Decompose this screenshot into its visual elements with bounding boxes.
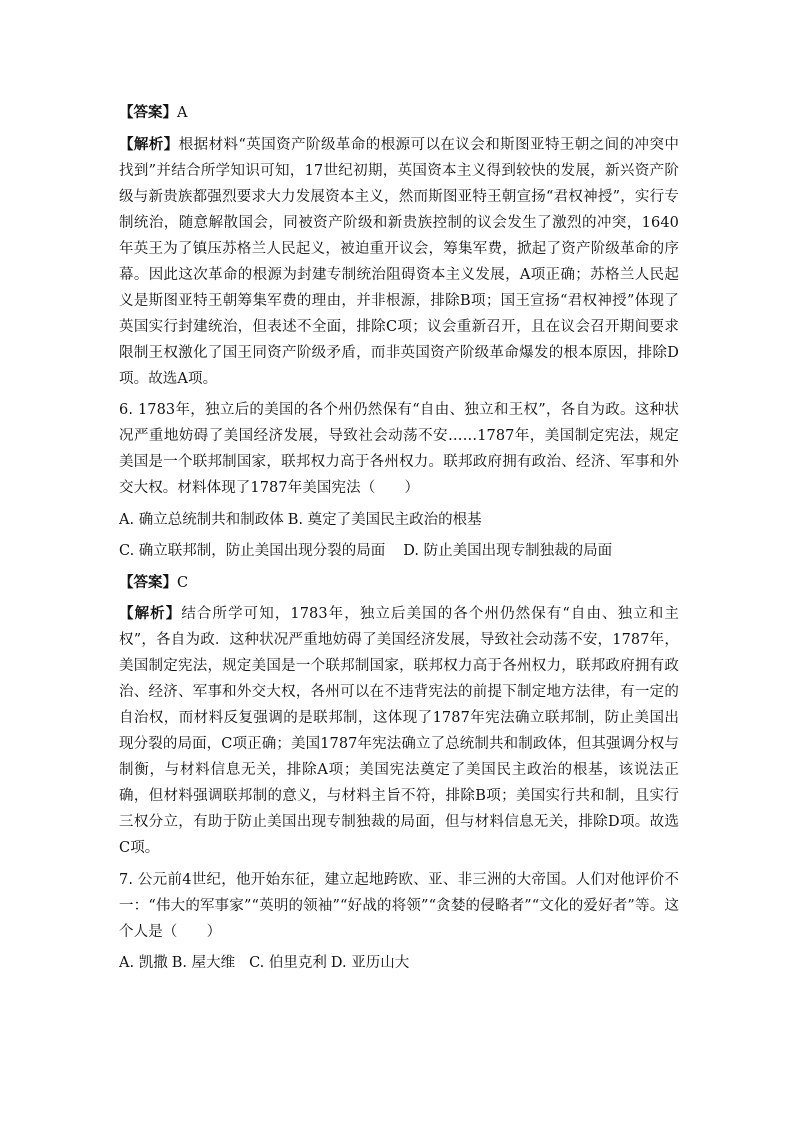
option-b: B. 奠定了美国民主政治的根基: [287, 511, 482, 528]
analysis-5: [119, 132, 679, 392]
question-6-options-row-2: [119, 538, 679, 564]
question-6-options-row-1: [119, 507, 679, 533]
analysis-label: 【解析】: [119, 135, 179, 153]
answer-6: [119, 570, 679, 596]
analysis-6: [119, 601, 679, 861]
option-b: B. 屋大维: [171, 955, 236, 971]
question-6: 6. 1783年，独立后的美国的各个州仍然保有“自由、独立和王权”，各自为政。这种状况严重地妨碍了美国经济发展，导致社会动荡不安……1787年，美国制定宪法，规定美国是一个联邦制国家，联邦权力高于各州权力。联邦政府拥有政治、经济、军事和外交大权。材料体现了1787年美国宪法（ ）: [119, 402, 679, 496]
option-a: A. 凯撒: [119, 955, 168, 971]
option-a: A. 确立总统制共和制政体: [119, 511, 284, 528]
answer-label: 【答案】: [119, 573, 177, 591]
answer-5: [119, 100, 679, 126]
analysis-label: 【解析】: [119, 605, 182, 622]
analysis-text: 结合所学可知，1783年，独立后美国的各个州仍然保有“自由、独立和主权”，各自为政．这种状况严重地妨碍了美国经济发展，导致社会动荡不安，1787年，美国制定宪法，规定美国是一个联邦制国家，联邦权力高于各州权力，联邦政府拥有政治、经济、军事和外交大权，各州可以在不违背宪法的前提下制定地方法律，有一定的自治权，而材料反复强调的是联邦制，这体现了1787年宪法确立联邦制，防止美国出现分裂的局面，C项正确；美国1787年宪法确立了总统制共和制政体，但其强调分权与制衡，与材料信息无关，排除A项；美国宪法奠定了美国民主政治的根基，该说法正确，但材料强调联邦制的意义，与材料主旨不符，排除B项；美国实行共和制，且实行三权分立，有助于防止美国出现专制独裁的局面，但与材料信息无关，排除D项。故选C项。: [119, 606, 679, 856]
question-7-options: [119, 950, 679, 976]
analysis-text: 根据材料“英国资产阶级革命的根源可以在议会和斯图亚特王朝之间的冲突中找到”并结合所学知识可知，17世纪初期，英国资本主义得到较快的发展，新兴资产阶级与新贵族都强烈要求大力发展资本主义，然而斯图亚特王朝宣扬“君权神授”，实行专制统治，随意解散国会，同被资产阶级和新贵族控制的议会发生了激烈的冲突，1640年英王为了镇压苏格兰人民起义，被迫重开议会，筹集军费，掀起了资产阶级革命的序幕。因此这次革命的根源为封建专制统治阻碍资本主义发展，A项正确；苏格兰人民起义是斯图亚特王朝筹集军费的理由，并非根源，排除B项；国王宣扬“君权神授”体现了英国实行封建统治，但表述不全面，排除C项；议会重新召开，且在议会召开期间要求限制王权激化了国王同资产阶级矛盾，而非英国资产阶级革命爆发的根本原因，排除D项。故选A项。: [119, 136, 679, 387]
option-d: D. 防止美国出现专制独裁的局面: [403, 543, 613, 559]
question-7: 7. 公元前4世纪，他开始东征，建立起地跨欧、亚、非三洲的大帝国。人们对他评价不一：“伟大的军事家”“英明的领袖”“好战的将领”“贪婪的侵略者”“文化的爱好者”等。这个人是（ ）: [119, 871, 679, 940]
answer-label: 【答案】: [119, 104, 177, 121]
option-c: C. 伯里克利: [249, 955, 327, 971]
answer-value: C: [177, 574, 189, 591]
option-d: D. 亚历山大: [330, 955, 410, 971]
answer-value: A: [177, 105, 188, 121]
document-content: [119, 100, 679, 982]
option-c: C. 确立联邦制，防止美国出现分裂的局面: [119, 543, 386, 559]
